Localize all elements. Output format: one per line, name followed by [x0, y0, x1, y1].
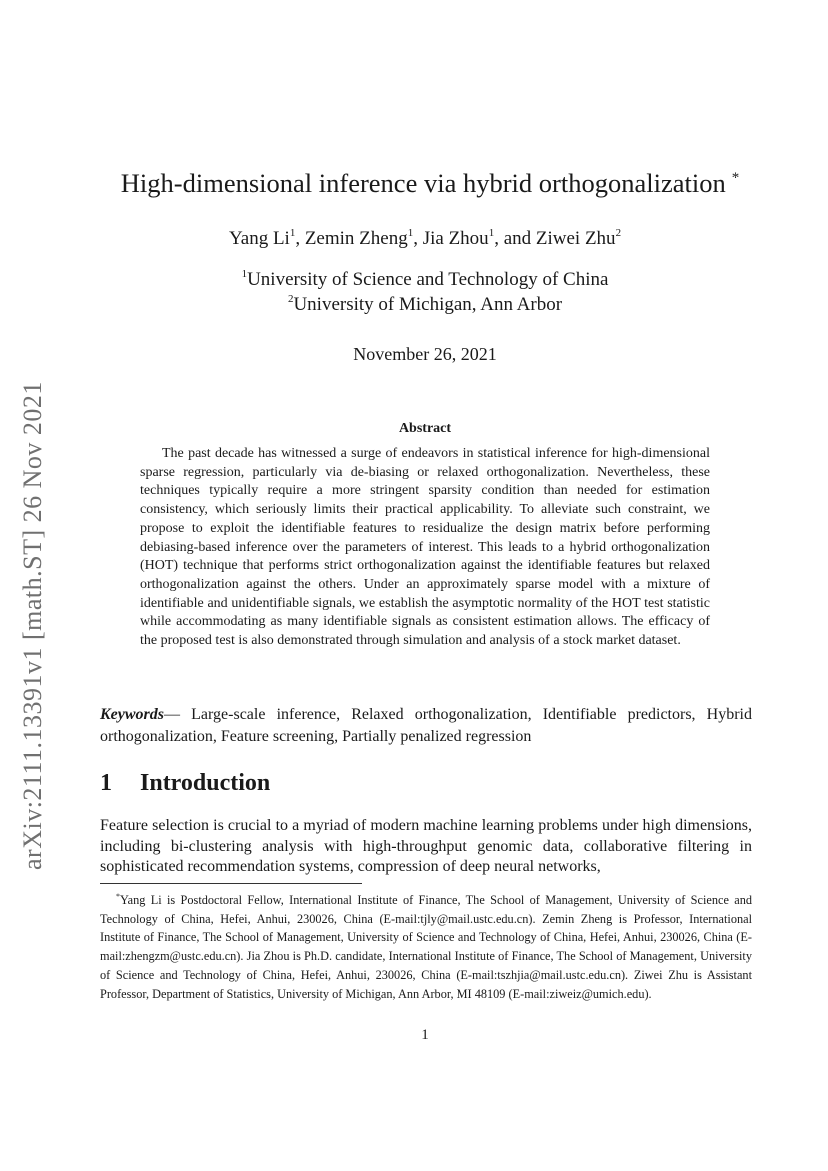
title-text: High-dimensional inference via hybrid orthogonalization [120, 168, 726, 198]
author-name: Zemin Zheng [304, 228, 408, 249]
affiliation [100, 293, 750, 316]
paper-date: November 26, 2021 [353, 344, 497, 364]
affiliation-mark: 2 [287, 293, 294, 305]
author-affiliation-mark: 1 [407, 227, 414, 239]
abstract-heading: Abstract [398, 421, 452, 436]
affiliation-name: University of Science and Technology of China [247, 269, 609, 290]
author-name: Ziwei Zhu [535, 228, 616, 249]
title-footnote-mark: * [731, 170, 740, 186]
author-affiliation-mark: 2 [615, 227, 622, 239]
author-name: Jia Zhou [422, 228, 489, 249]
introduction-paragraph: Feature selection is crucial to a myriad of modern machine learning problems under high dimensions, including bi-clustering analysis with high-throughput genomic data, collaborative filtering in sophisticated recommendation systems, compression of deep neural networks, [100, 817, 752, 875]
footnote-mark: * [116, 892, 120, 901]
affiliation-mark: 1 [241, 268, 248, 280]
section-heading [100, 770, 752, 797]
section-number: 1 [100, 770, 112, 796]
footnote-divider [100, 883, 362, 884]
author-separator: , [413, 228, 423, 249]
keywords-dash: — [164, 706, 192, 723]
keywords-block [100, 704, 752, 748]
arxiv-identifier-stamp: arXiv:2111.13391v1 [math.ST] 26 Nov 2021 [18, 381, 47, 870]
author-affiliation-mark: 1 [488, 227, 495, 239]
keywords-label: Keywords [100, 706, 164, 723]
footnote-text: Yang Li is Postdoctoral Fellow, International Institute of Finance, The School of Management, University of Science and Technology of China, Hefei, Anhui, 230026, China (E-mail:tjly@mail.ustc.edu.cn). Zemin Zheng is Professor, International Institute of Finance, The School of Management, University of Science and Technology of China, Hefei, Anhui, 230026, China (E-mail:zhengzm@ustc.edu.cn). Jia Zhou is Ph.D. candidate, International Institute of Finance, The School of Management, University of Science and Technology of China, Hefei, Anhui, 230026, China (E-mail:tszhjia@mail.ustc.edu.cn). Ziwei Zhu is Assistant Professor, Department of Statistics, University of Michigan, Ann Arbor, MI 48109 (E-mail:ziweiz@umich.edu). [100, 893, 752, 1001]
author-separator: , and [494, 228, 536, 249]
paper-title [60, 168, 800, 199]
abstract-text: The past decade has witnessed a surge of endeavors in statistical inference for high-dimensional sparse regression, particularly via de-biasing or relaxed orthogonalization. Nevertheless, these techniques typically require a more stringent sparsity condition than needed for estimation consistency, which seriously limits their practical applicability. To alleviate such constraint, we propose to exploit the identifiable features to residualize the design matrix before performing debiasing-based inference over the parameters of interest. This leads to a hybrid orthogonalization (HOT) technique that performs strict orthogonalization against the identifiable features but relaxed orthogonalization against the others. Under an approximately sparse model with a mixture of identifiable and unidentifiable signals, we establish the asymptotic normality of the HOT test statistic while accommodating as many identifiable signals as consistent estimation allows. The efficacy of the proposed test is also demonstrated through simulation and analysis of a stock market dataset. [140, 446, 710, 649]
section-title: Introduction [140, 770, 271, 796]
page-number: 1 [421, 1027, 429, 1043]
author-separator: , [295, 228, 305, 249]
keywords-text: Large-scale inference, Relaxed orthogonalization, Identifiable predictors, Hybrid orthogonalization, Feature screening, Partially penalized regression [100, 706, 753, 745]
author-name: Yang Li [228, 228, 290, 249]
affiliation [100, 268, 750, 291]
author-list [100, 227, 750, 250]
author-affiliation-mark: 1 [289, 227, 296, 239]
affiliation-name: University of Michigan, Ann Arbor [293, 294, 563, 315]
footnote [100, 888, 752, 1003]
